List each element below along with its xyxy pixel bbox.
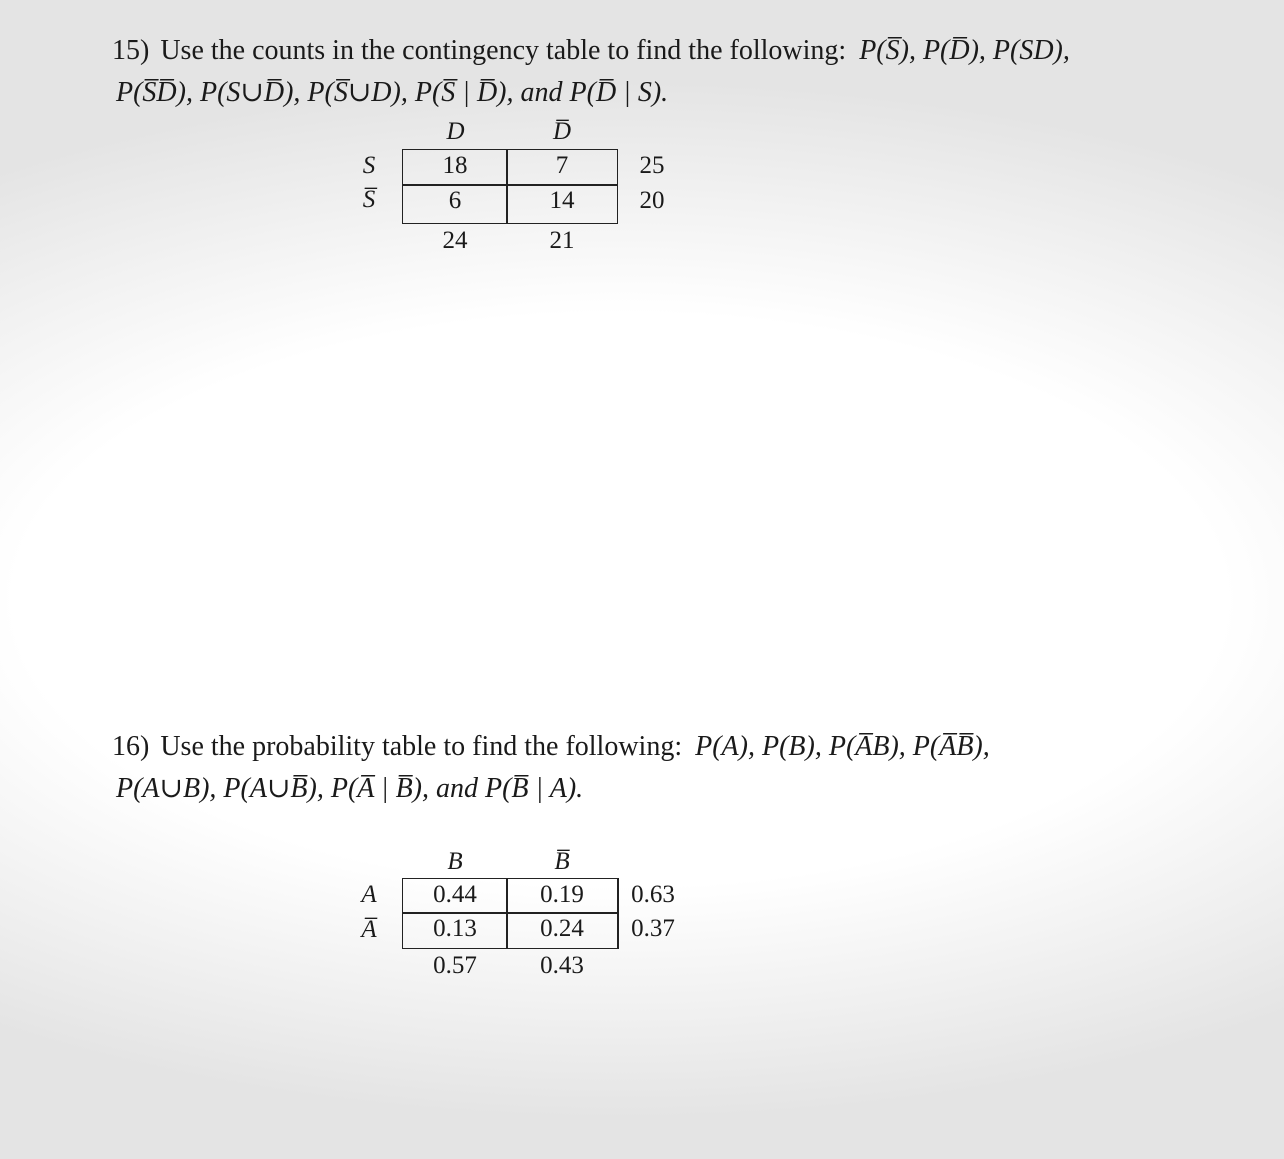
cell-sbar-dbar: 14 — [549, 187, 575, 214]
col-total-bbar: 0.43 — [540, 952, 584, 979]
problem-16-line-1 — [112, 726, 1192, 768]
problem-16-terms-line-2: P(A∪B), P(A∪B̅), P(A̅ | B̅), and P(B̅ | A). — [116, 773, 584, 804]
cell-s-d: 18 — [442, 152, 468, 179]
problem-15-number: 15) — [112, 35, 150, 66]
cell-abar-b: 0.13 — [433, 915, 477, 942]
row-header-a: A — [361, 881, 377, 908]
col-header-b: B — [447, 848, 463, 875]
row-total-s: 25 — [639, 152, 665, 179]
row-header-s-bar: S̅ — [362, 186, 376, 213]
row-total-divider — [617, 878, 619, 949]
col-header-d: D — [446, 118, 465, 145]
row-total-abar: 0.37 — [631, 915, 675, 942]
problem-15-instruction: Use the counts in the contingency table to find the following: — [160, 35, 847, 66]
row-total-a: 0.63 — [631, 881, 675, 908]
grid-divider-horizontal — [402, 184, 618, 186]
grid-divider-horizontal — [402, 912, 618, 914]
problem-16-line-2 — [112, 768, 1192, 810]
cell-abar-bbar: 0.24 — [540, 915, 584, 942]
problem-16-instruction: Use the probability table to find the following: — [160, 731, 683, 762]
col-total-d: 24 — [442, 227, 468, 254]
row-total-sbar: 20 — [639, 187, 665, 214]
problem-15-terms-line-1: P(S̅), P(D̅), P(SD), — [859, 35, 1070, 66]
cell-a-b: 0.44 — [433, 881, 477, 908]
problem-15-line-2 — [112, 72, 1192, 114]
problem-16-text — [112, 726, 1192, 810]
cell-sbar-d: 6 — [448, 187, 462, 214]
col-header-b-bar: B̅ — [554, 848, 570, 875]
col-total-b: 0.57 — [433, 952, 477, 979]
row-header-s: S — [362, 152, 376, 179]
problem-16-terms-line-1: P(A), P(B), P(A̅B), P(A̅B̅), — [695, 731, 990, 762]
row-header-a-bar: A̅ — [361, 916, 377, 943]
problem-15-text — [112, 30, 1192, 114]
col-total-dbar: 21 — [549, 227, 575, 254]
col-header-d-bar: D̅ — [552, 118, 572, 145]
problem-15-line-1 — [112, 30, 1192, 72]
problem-16-number: 16) — [112, 731, 150, 762]
problem-15-terms-line-2: P(S̅D̅), P(S∪D̅), P(S̅∪D), P(S̅ | D̅), and P(D̅ | S). — [116, 77, 669, 108]
cell-s-dbar: 7 — [555, 152, 569, 179]
cell-a-bbar: 0.19 — [540, 881, 584, 908]
